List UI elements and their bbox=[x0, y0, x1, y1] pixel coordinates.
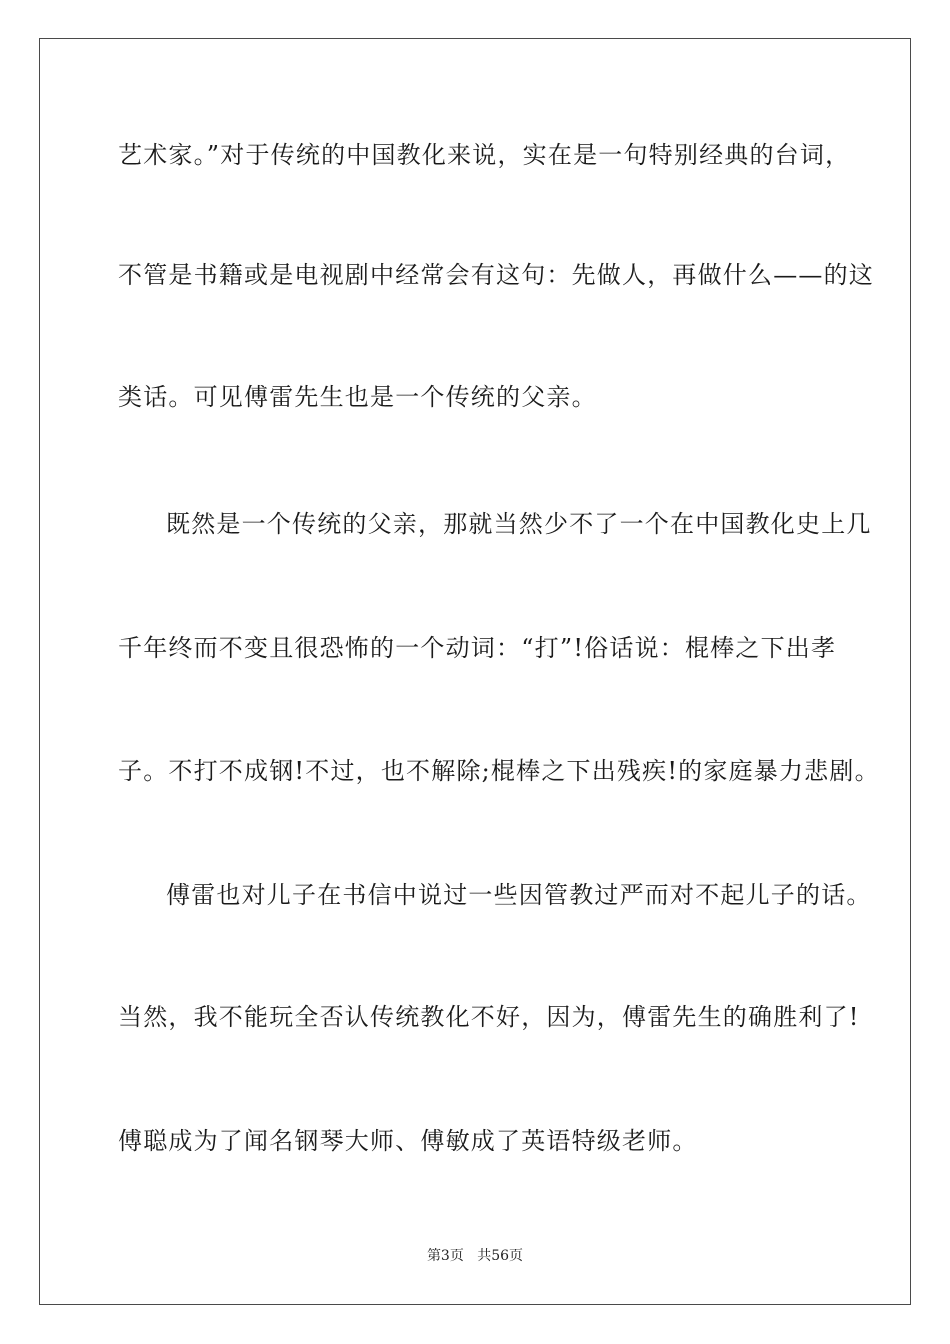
paragraph-line-6: 子。不打不成钢!不过，也不解除;棍棒之下出残疾!的家庭暴力悲剧。 bbox=[118, 757, 880, 785]
page-footer bbox=[0, 1247, 950, 1265]
paragraph-line-3: 类话。可见傅雷先生也是一个传统的父亲。 bbox=[118, 383, 597, 411]
paragraph-line-5: 千年终而不变且很恐怖的一个动词：“打”!俗话说：棍棒之下出孝 bbox=[118, 634, 837, 662]
paragraph-line-9: 傅聪成为了闻名钢琴大师、傅敏成了英语特级老师。 bbox=[118, 1127, 698, 1155]
paragraph-line-7: 傅雷也对儿子在书信中说过一些因管教过严而对不起儿子的话。 bbox=[166, 881, 872, 909]
page-border bbox=[39, 38, 911, 1305]
paragraph-line-4: 既然是一个传统的父亲，那就当然少不了一个在中国教化史上几 bbox=[166, 510, 872, 538]
total-pages: 共56页 bbox=[477, 1248, 524, 1264]
page-number: 第3页 bbox=[426, 1248, 464, 1264]
paragraph-line-8: 当然，我不能玩全否认传统教化不好，因为，傅雷先生的确胜利了! bbox=[118, 1003, 860, 1031]
paragraph-line-1: 艺术家。”对于传统的中国教化来说，实在是一句特别经典的台词， bbox=[118, 141, 851, 169]
paragraph-line-2: 不管是书籍或是电视剧中经常会有这句：先做人，再做什么——的这 bbox=[118, 261, 874, 289]
